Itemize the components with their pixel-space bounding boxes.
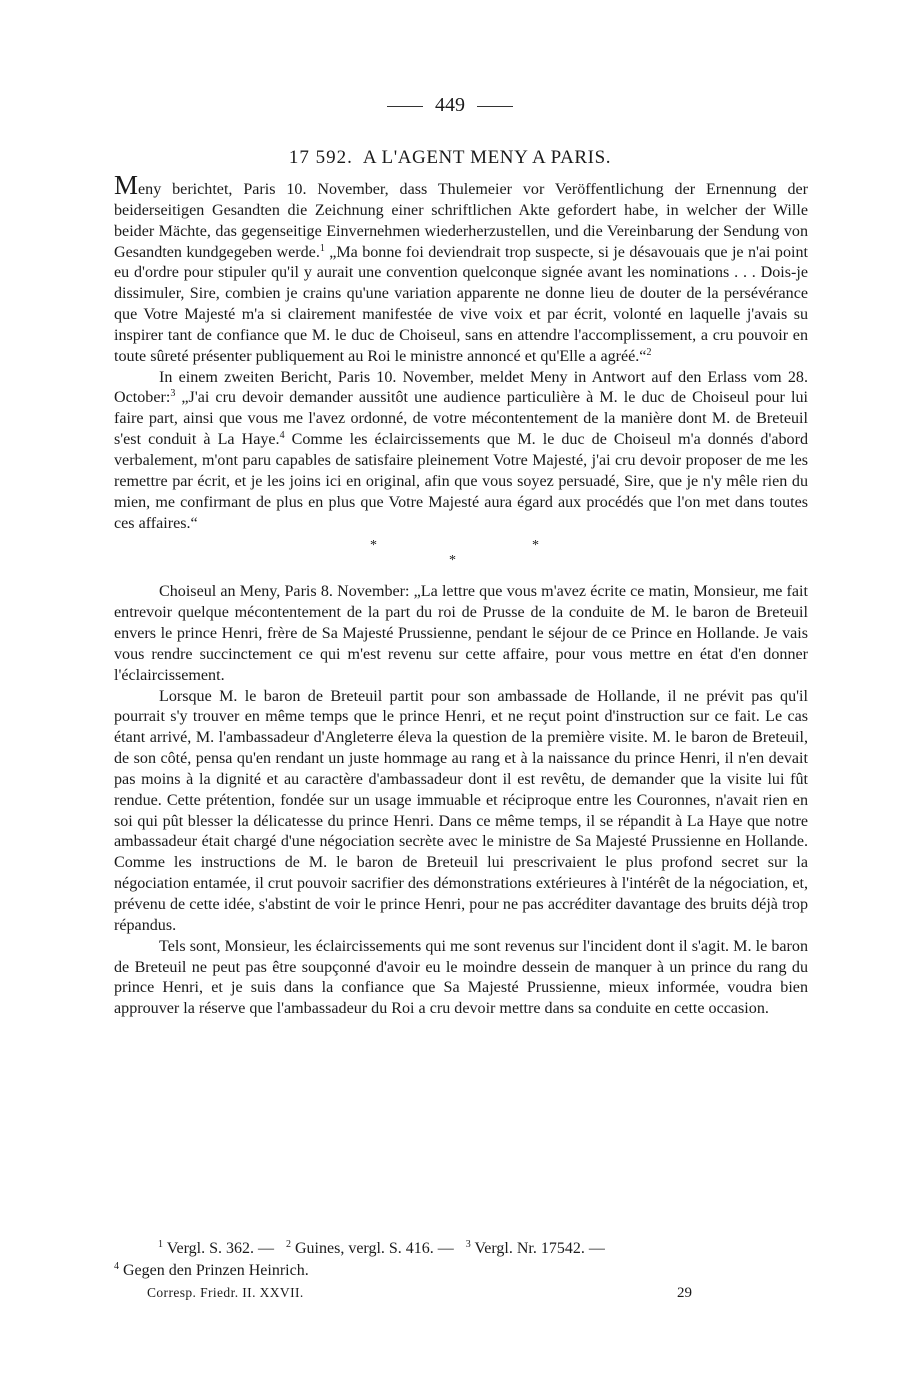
asterisk-right: *	[532, 538, 539, 554]
footnote-ref-4: 4	[279, 430, 285, 442]
asterism-separator	[114, 534, 808, 574]
header-rule-right	[477, 106, 513, 107]
paragraph-4: Lorsque M. le baron de Breteuil partit pour son ambassade de Hollande, il ne prévit pas qu'il pourrait s'y trouver en même temps que le prince Henri, et ne reçut point d'instruction sur ce fait. Le cas étant arrivé, M. l'ambassadeur d'Angleterre éleva la question de la première visite. M. le baron de Breteuil, de son côté, pensa qu'en rendant un juste hommage au rang et à la naissance du prince Henri, il n'en devait pas moins à la dignité et au caractère d'ambassadeur dont il est revêtu, de demander que la visite lui fût rendue. Cette prétention, fondée sur un usage immuable et réciproque entre les Couronnes, n'avait rien en soi qui pût blesser la délicatesse du prince Henri. Dans ce même temps, il se répandit à La Haye que notre ambassadeur était chargé d'une négociation secrète avec le ministre de Sa Majesté Prussienne en Hollande. Comme les instructions de M. le baron de Breteuil lui prescrivaient le plus profond secret sur la négociation entamée, il crut pouvoir sacrifier des démonstrations extérieures à l'intérêt de la négociation, et, prévenu de cette idée, s'abstint de voir le prince Henri, pour ne pas accréditer davantage des bruits déjà trop répandus.	[114, 687, 808, 934]
footnote-ref-2: 2	[646, 346, 652, 358]
sheet-number: 29	[677, 1285, 692, 1301]
asterisk-left: *	[370, 538, 377, 554]
document-body	[114, 170, 808, 1020]
paragraph-2-text-c: Comme les éclaircissements que M. le duc de Choiseul m'a donnés d'abord verbalement, m'ont paru capables de satisfaire pleinement Votre Majesté, j'ai cru devoir proposer de me les remettre par écrit, et je les joins ici en original, afin que vous soyez persuadé, Sire, que je n'y mêle rien du mien, me confirmant de plus en plus que Votre Majesté aura égard aux procédés que l'on met dans toutes ces affaires.“	[114, 431, 808, 532]
paragraph-1-text-a: eny berichtet, Paris 10. November, dass Thulemeier vor Veröffentlichung der Ernennung der beiderseitigen Gesandten die Zeichnung einer schriftlichen Akte gefordert habe, in welcher der Wille beider Mächte, das gegenseitige Einvernehmen wiederherzustellen, und die Vereinbarung der Sendung von Gesandten kundgegeben werde.	[114, 181, 808, 261]
paragraph-3: Choiseul an Meny, Paris 8. November: „La lettre que vous m'avez écrite ce matin, Monsieur, me fait entrevoir quelque mécontentement de la part du roi de Prusse de la conduite de M. le baron de Breteuil envers le prince Henri, frère de Sa Majesté Prussienne, pendant le séjour de ce Prince en Hollande. Je vais vous rendre succinctement ce qui m'est revenu sur cette affaire, pour vous mettre en état d'en donner l'éclaircissement.	[114, 583, 808, 684]
footnote-mark-4: 4	[114, 1261, 119, 1272]
footnote-2: Guines, vergl. S. 416. —	[290, 1240, 454, 1257]
letter-title: A L'AGENT MENY A PARIS.	[362, 147, 612, 168]
asterisk-center: *	[449, 553, 456, 569]
paragraph-1	[114, 170, 808, 368]
letter-heading	[0, 147, 900, 169]
drop-cap: M	[114, 170, 139, 200]
page-header	[0, 94, 900, 117]
footnotes-line-2	[114, 1260, 808, 1282]
page-footer	[147, 1285, 707, 1301]
paragraph-2	[114, 368, 808, 535]
footnote-mark-3: 3	[465, 1239, 471, 1250]
footnote-1: Vergl. S. 362. —	[163, 1240, 274, 1257]
footnote-mark-2: 2	[285, 1239, 291, 1250]
paragraph-5: Tels sont, Monsieur, les éclaircissements qui me sont revenus sur l'incident dont il s'agit. M. le baron de Breteuil ne peut pas être soupçonné d'avoir eu le moindre dessein de manquer à un prince du rang du prince Henri, et je suis dans la confiance que Sa Majesté Prussienne, mieux informée, voudra bien approuver la réserve que l'ambassadeur du Roi a cru devoir mettre dans sa conduite en cette occasion.	[114, 937, 808, 1018]
footnote-3: Vergl. Nr. 17542. —	[470, 1240, 605, 1257]
sheet-signature: Corresp. Friedr. II. XXVII.	[147, 1285, 304, 1300]
footnote-4: Gegen den Prinzen Heinrich.	[119, 1262, 309, 1279]
footnotes	[114, 1238, 808, 1282]
footnote-mark-1: 1	[158, 1239, 163, 1250]
footnote-ref-3: 3	[170, 388, 176, 400]
header-rule-left	[387, 106, 423, 107]
letter-number: 17 592.	[288, 147, 353, 168]
page-number: 449	[435, 94, 465, 116]
paragraph-2-text-b: „J'ai cru devoir demander aussitôt une audience particulière à M. le duc de Choiseul pour lui faire part, ainsi que vous me l'avez ordonné, de votre mécontentement de la manière dont M. de Breteuil s'est conduit à La Haye.	[114, 389, 808, 449]
footnotes-line-1	[114, 1238, 808, 1260]
paragraph-2-text-a: In einem zweiten Bericht, Paris 10. November, meldet Meny in Antwort auf den Erlass vom 28. October:	[114, 368, 808, 407]
paragraph-1-text-b: „Ma bonne foi deviendrait trop suspecte, si je désavouais que je n'ai point eu d'ordre pour stipuler qu'il y aurait une convention quelconque signée avant les nominations . . . Dois-je dissimuler, Sire, combien je crains qu'une variation apparente ne donne lieu de douter de la persévérance que Votre Majesté m'a si clairement manifestée de vive voix et par écrit, volonté en laquelle j'avais su inspirer tant de confiance que M. le duc de Choiseul, sans en attendre l'accomplissement, a cru pouvoir en toute sûreté présenter publiquement au Roi le ministre annoncé et qu'Elle a agréé.“	[114, 243, 808, 365]
footnote-ref-1: 1	[319, 242, 325, 254]
